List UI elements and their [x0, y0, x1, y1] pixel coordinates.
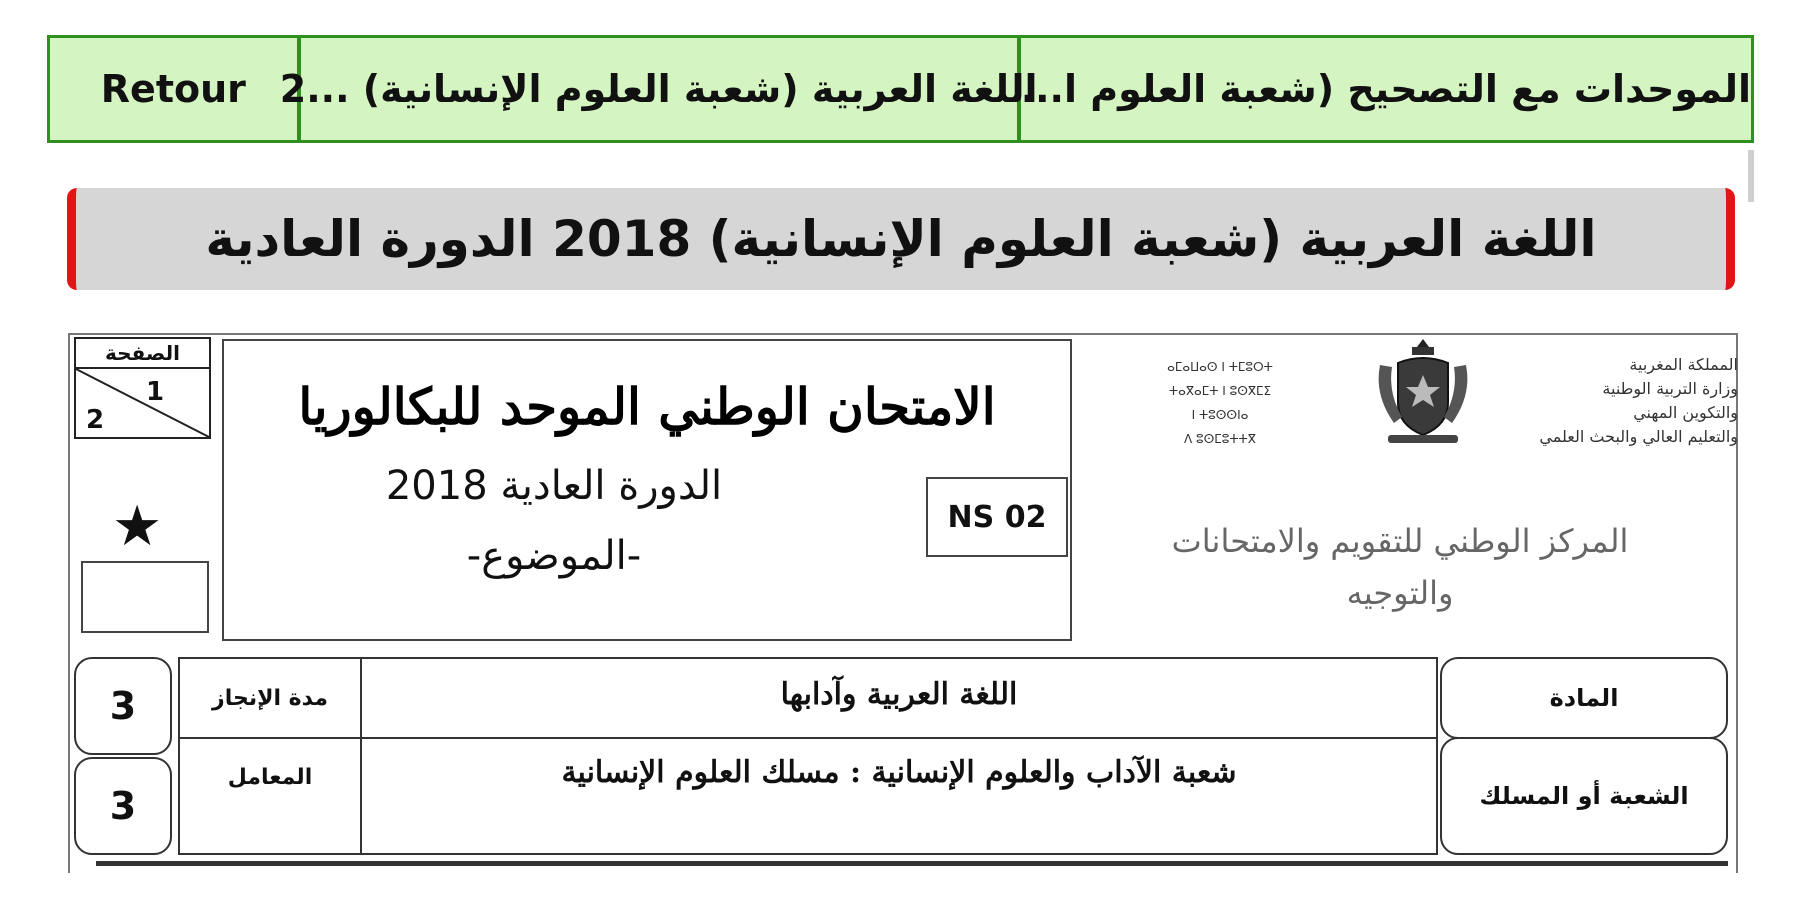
star-icon: ★: [112, 494, 163, 559]
exam-info-table: [74, 657, 1732, 857]
coefficient-label: المعامل: [178, 737, 362, 855]
subject-label: -الموضوع-: [466, 533, 642, 579]
title-banner: [67, 188, 1735, 290]
branch-field-label: الشعبة أو المسلك: [1440, 737, 1728, 855]
tifinagh-line: ⵜⴰⴳⴰⵎⵜ ⵏ ⵓⵙⴳⵎⵉ: [1168, 384, 1272, 398]
tifinagh-line: ⵏ ⵜⵓⵙⵙⵏⴰ: [1191, 408, 1249, 422]
subject-field-label: المادة: [1440, 657, 1728, 739]
exam-session: الدورة العادية 2018: [385, 463, 723, 509]
exam-code: NS 02: [926, 477, 1068, 557]
back-button[interactable]: Retour: [50, 38, 301, 140]
ministry-line: والتعليم العالي والبحث العلمي: [1539, 427, 1738, 446]
page-total: 2: [86, 405, 105, 435]
ministry-line: وزارة التربية الوطنية: [1602, 379, 1738, 398]
coat-of-arms-icon: [1368, 335, 1478, 450]
ministry-line: والتكوين المهني: [1633, 403, 1738, 422]
scrollbar-thumb[interactable]: [1748, 150, 1754, 202]
exam-title: الامتحان الوطني الموحد للبكالوريا: [298, 377, 996, 436]
ministry-line: المملكة المغربية: [1629, 355, 1738, 374]
branch-value: شعبة الآداب والعلوم الإنسانية : مسلك العلوم الإنسانية: [360, 737, 1438, 855]
ministry-text: [1480, 353, 1738, 449]
duration-value: 3: [74, 657, 172, 755]
page-current: 1: [146, 377, 165, 407]
breadcrumb-item-exam[interactable]: اللغة العربية (شعبة العلوم الإنسانية) ...2: [301, 38, 1021, 140]
evaluation-center-name: المركز الوطني للتقويم والامتحانات والتوجيه: [1171, 522, 1629, 612]
exam-document: [68, 333, 1738, 873]
tifinagh-line: ⴷ ⵓⵙⵎⵓⵜⵜⴳ: [1184, 432, 1256, 446]
tifinagh-line: ⴰⵎⴰⵡⴰⵙ ⵏ ⵜⵎⵓⵔⵜ: [1167, 360, 1273, 374]
page-label: الصفحة: [76, 339, 209, 369]
coefficient-value: 3: [74, 757, 172, 855]
duration-label: مدة الإنجاز: [178, 657, 362, 739]
divider: [96, 861, 1728, 866]
blank-box: [81, 561, 209, 633]
page-number-box: [74, 337, 211, 439]
tifinagh-text: [1075, 355, 1365, 451]
breadcrumb-item-collection[interactable]: الموحدات مع التصحيح (شعبة العلوم ا...: [1020, 67, 1751, 111]
subject-value: اللغة العربية وآدابها: [360, 657, 1438, 739]
page-title: اللغة العربية (شعبة العلوم الإنسانية) 2018 الدورة العادية: [205, 210, 1597, 268]
nav-bar: [47, 35, 1754, 143]
